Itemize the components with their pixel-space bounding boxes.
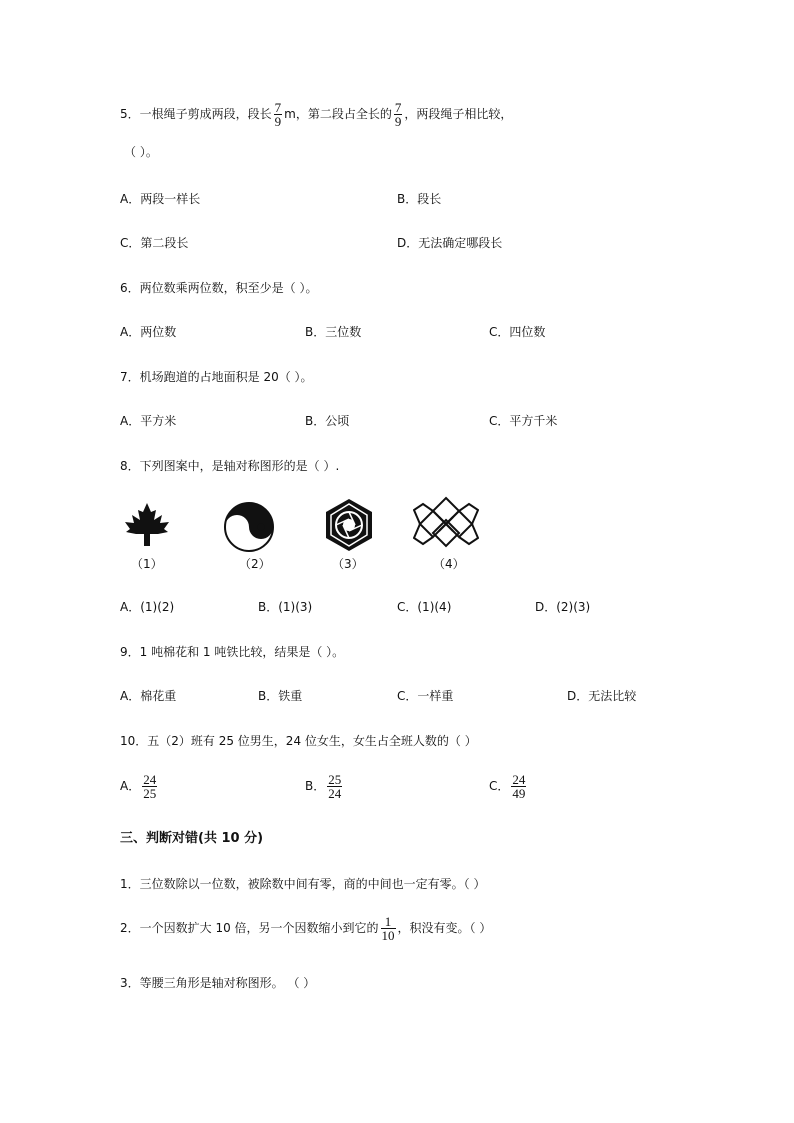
figure-caption-3: （3） <box>332 557 364 571</box>
q5-answer-blank: （ ）。 <box>124 145 158 159</box>
hexagon-aperture-icon <box>322 498 376 552</box>
q8-option-a: A．(1)(2) <box>120 600 175 614</box>
q9-option-b: B．铁重 <box>258 689 303 703</box>
q10-stem: 10．五（2）班有 25 位男生，24 位女生，女生占全班人数的（ ） <box>120 734 477 748</box>
judge-item-2-text-b: ，积没有变。（ ） <box>397 921 492 935</box>
q10-option-a-fraction: $\frac{24}{25}$ <box>143 772 157 801</box>
section-title: 三、判断对错(共 10 分) <box>120 831 264 846</box>
q6-option-b: B．三位数 <box>305 325 362 339</box>
q8-stem: 8．下列图案中，是轴对称图形的是（ ）. <box>120 459 340 473</box>
q10-option-b <box>305 773 344 800</box>
q5-text-a: 5．一根绳子剪成两段，段长 <box>120 107 272 121</box>
q10-option-b-fraction: $\frac{25}{24}$ <box>328 772 342 801</box>
figure-caption-4: （4） <box>433 557 465 571</box>
q9-option-c: C．一样重 <box>397 689 454 703</box>
judge-item-2-text-a: 2．一个因数扩大 10 倍，另一个因数缩小到它的 <box>120 921 379 935</box>
judge-item-3: 3．等腰三角形是轴对称图形。 （ ） <box>120 976 316 990</box>
q5-stem <box>120 101 512 128</box>
q6-stem: 6．两位数乘两位数，积至少是（ ）。 <box>120 281 318 295</box>
judge-item-2 <box>120 915 491 942</box>
q5-option-d: D．无法确定哪段长 <box>397 236 503 250</box>
q9-option-a: A．棉花重 <box>120 689 177 703</box>
q5-option-a: A．两段一样长 <box>120 192 201 206</box>
q6-option-a: A．两位数 <box>120 325 177 339</box>
q7-stem: 7．机场跑道的占地面积是 20（ ）。 <box>120 370 313 384</box>
q5-text-b: m，第二段占全长的 <box>284 107 392 121</box>
judge-item-1: 1．三位数除以一位数，被除数中间有零，商的中间也一定有零。（ ） <box>120 877 486 891</box>
q5-fraction-1: $\frac{7}{9}$ <box>274 100 282 129</box>
endless-knot-icon <box>413 496 479 548</box>
maple-leaf-icon <box>124 503 170 547</box>
q9-stem: 9．1 吨棉花和 1 吨铁比较，结果是（ ）。 <box>120 645 345 659</box>
q5-fraction-2: $\frac{7}{9}$ <box>394 100 402 129</box>
q10-option-a-label: A． <box>120 779 141 793</box>
q6-option-c: C．四位数 <box>489 325 546 339</box>
q7-option-c: C．平方千米 <box>489 414 558 428</box>
q5-text-c: ，两段绳子相比较， <box>404 107 513 121</box>
q10-option-a <box>120 773 159 800</box>
q8-option-c: C．(1)(4) <box>397 600 452 614</box>
judge-item-2-fraction: $\frac{1}{10}$ <box>381 914 395 943</box>
q10-option-c <box>489 773 528 800</box>
figure-caption-1: （1） <box>131 557 163 571</box>
q7-option-a: A．平方米 <box>120 414 177 428</box>
q10-option-c-label: C． <box>489 779 510 793</box>
q5-option-c: C．第二段长 <box>120 236 189 250</box>
q8-option-b: B．(1)(3) <box>258 600 313 614</box>
q10-option-c-fraction: $\frac{24}{49}$ <box>512 772 526 801</box>
q8-option-d: D．(2)(3) <box>535 600 591 614</box>
q9-option-d: D．无法比较 <box>567 689 637 703</box>
figure-caption-2: （2） <box>239 557 271 571</box>
q7-option-b: B．公顷 <box>305 414 350 428</box>
q10-option-b-label: B． <box>305 779 326 793</box>
yin-yang-icon <box>223 501 275 553</box>
q5-option-b: B．段长 <box>397 192 442 206</box>
